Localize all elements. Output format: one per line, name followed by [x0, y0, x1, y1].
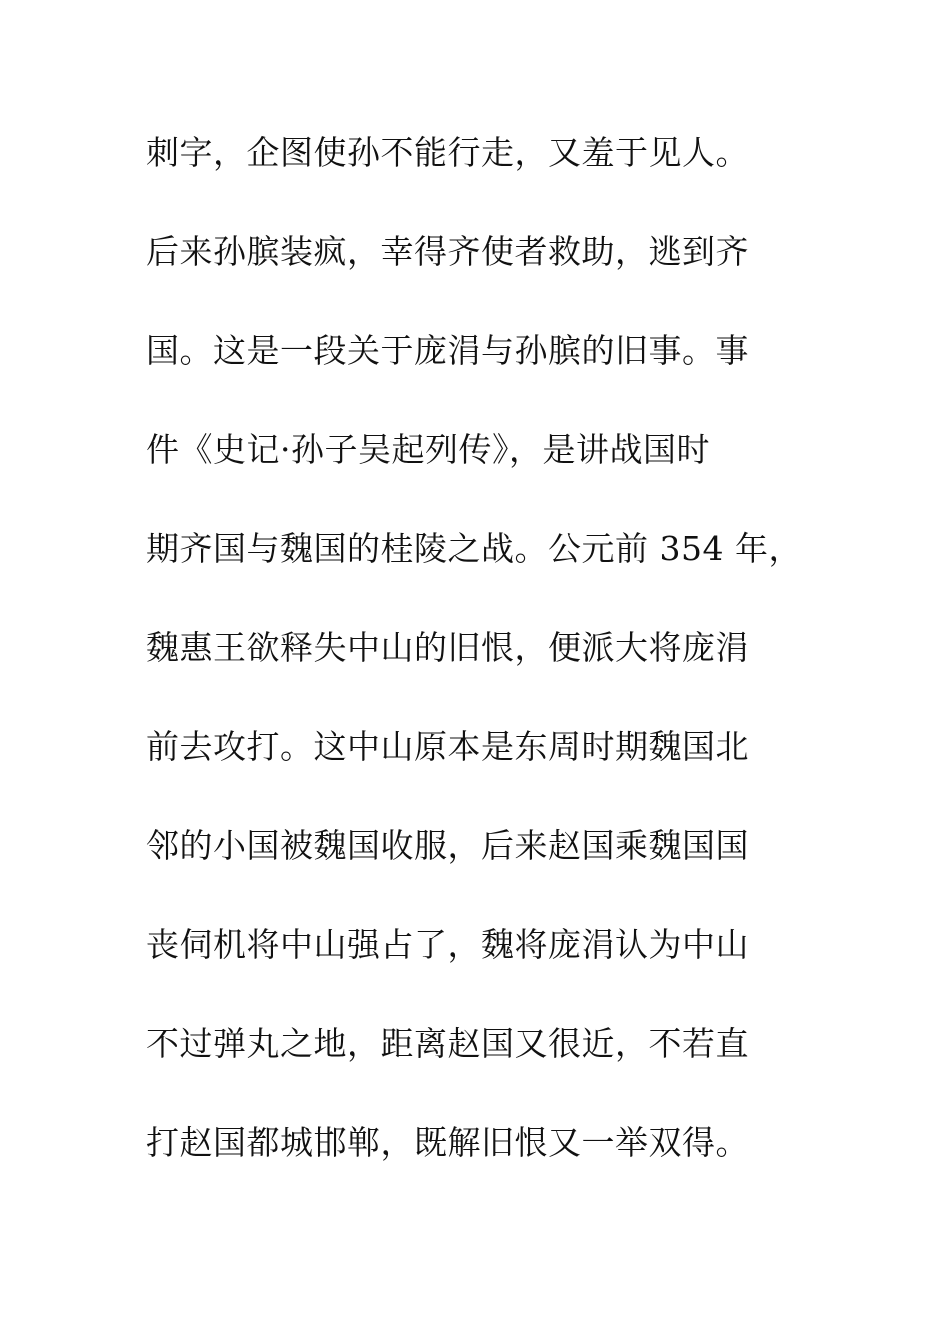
text-line: 前去攻打。这中山原本是东周时期魏国北	[146, 727, 749, 766]
text-line: 件《史记·孙子吴起列传》，是讲战国时	[146, 430, 710, 469]
text-line: 国。这是一段关于庞涓与孙膑的旧事。事	[146, 331, 749, 370]
text-line: 期齐国与魏国的桂陵之战。公元前 354 年，	[146, 529, 802, 568]
text-line: 后来孙膑装疯，幸得齐使者救助，逃到齐	[146, 232, 749, 271]
text-line: 邻的小国被魏国收服，后来赵国乘魏国国	[146, 826, 749, 865]
text-line: 魏惠王欲释失中山的旧恨，便派大将庞涓	[146, 628, 749, 667]
document-text-body	[146, 123, 846, 1212]
text-line: 刺字，企图使孙不能行走，又羞于见人。	[146, 133, 749, 172]
text-line: 不过弹丸之地，距离赵国又很近，不若直	[146, 1024, 749, 1063]
text-line: 打赵国都城邯郸，既解旧恨又一举双得。	[146, 1123, 749, 1162]
text-line: 丧伺机将中山强占了，魏将庞涓认为中山	[146, 925, 749, 964]
